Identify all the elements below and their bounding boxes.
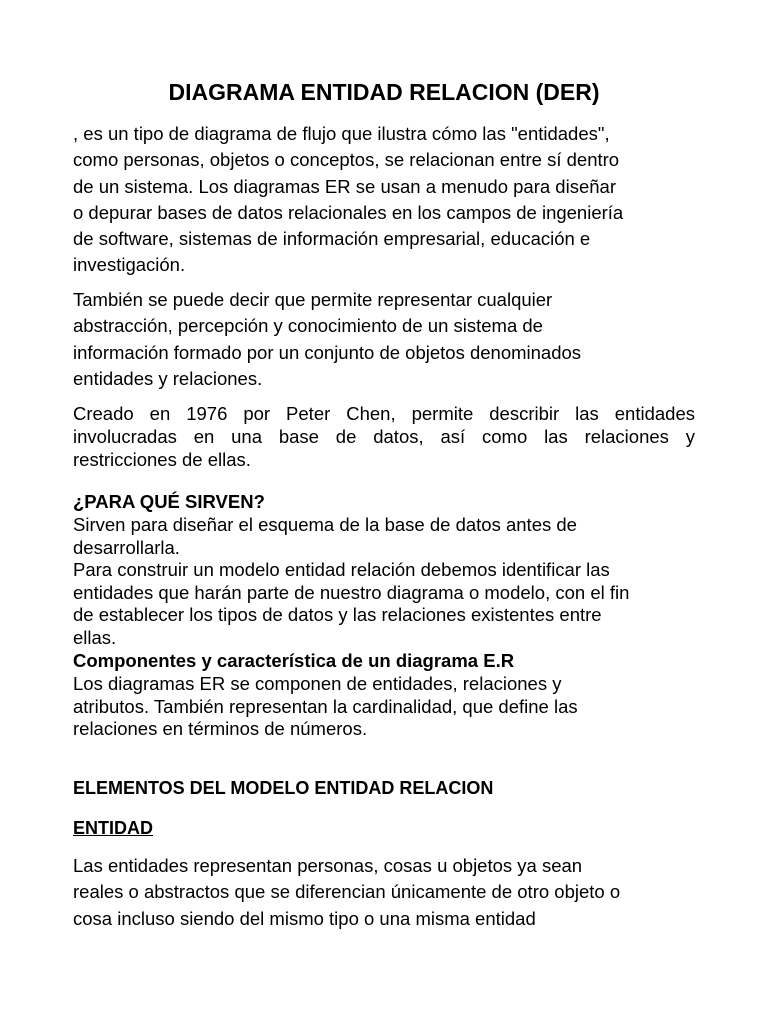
text-line: de software, sistemas de información empresarial, educación e [73,228,591,250]
heading-para-que-sirven: ¿PARA QUÉ SIRVEN? [73,491,265,512]
text-line: involucradas en una base de datos, así como las relaciones y [73,426,695,447]
text-line: , es un tipo de diagrama de flujo que ilustra cómo las "entidades", [73,123,610,144]
page-title: DIAGRAMA ENTIDAD RELACION (DER) [168,79,600,105]
text-line: Sirven para diseñar el esquema de la base de datos antes de [73,514,577,535]
paragraph-history [73,402,695,471]
text-line: de un sistema. Los diagramas ER se usan a menudo para diseñar [73,175,616,197]
text-line: ellas. [73,626,117,648]
text-line: de establecer los tipos de datos y las relaciones existentes entre [73,604,602,625]
text-line: Para construir un modelo entidad relación debemos identificar las [73,559,610,580]
paragraph-components [73,673,695,741]
text-line: o depurar bases de datos relacionales en los campos de ingeniería [73,201,624,223]
text-line: relaciones en términos de números. [73,718,368,739]
text-line: como personas, objetos o conceptos, se relacionan entre sí dentro [73,149,620,171]
paragraph-purpose [73,514,695,649]
text-line: Los diagramas ER se componen de entidades, relaciones y [73,673,562,694]
paragraph-definition [73,121,695,279]
text-line: investigación. [73,254,186,276]
paragraph-entity [73,853,695,932]
text-line: entidades y relaciones. [73,367,263,389]
text-line: desarrollarla. [73,536,180,558]
text-line: Creado en 1976 por Peter Chen, permite describir las entidades [73,403,695,424]
text-line: También se puede decir que permite representar cualquier [73,289,553,310]
text-line: restricciones de ellas. [73,449,251,470]
text-line: información formado por un conjunto de objetos denominados [73,341,582,363]
heading-elementos: ELEMENTOS DEL MODELO ENTIDAD RELACION [73,778,494,798]
heading-componentes: Componentes y característica de un diagrama E.R [73,650,515,671]
text-line: Las entidades representan personas, cosas u objetos ya sean [73,855,583,876]
text-line: reales o abstractos que se diferencian únicamente de otro objeto o [73,881,621,903]
paragraph-representation [73,287,695,392]
text-line: atributos. También representan la cardinalidad, que define las [73,695,578,717]
text-line: cosa incluso siendo del mismo tipo o una misma entidad [73,907,536,929]
heading-entidad: ENTIDAD [73,818,153,838]
text-line: abstracción, percepción y conocimiento de un sistema de [73,315,543,337]
text-line: entidades que harán parte de nuestro diagrama o modelo, con el fin [73,581,630,603]
